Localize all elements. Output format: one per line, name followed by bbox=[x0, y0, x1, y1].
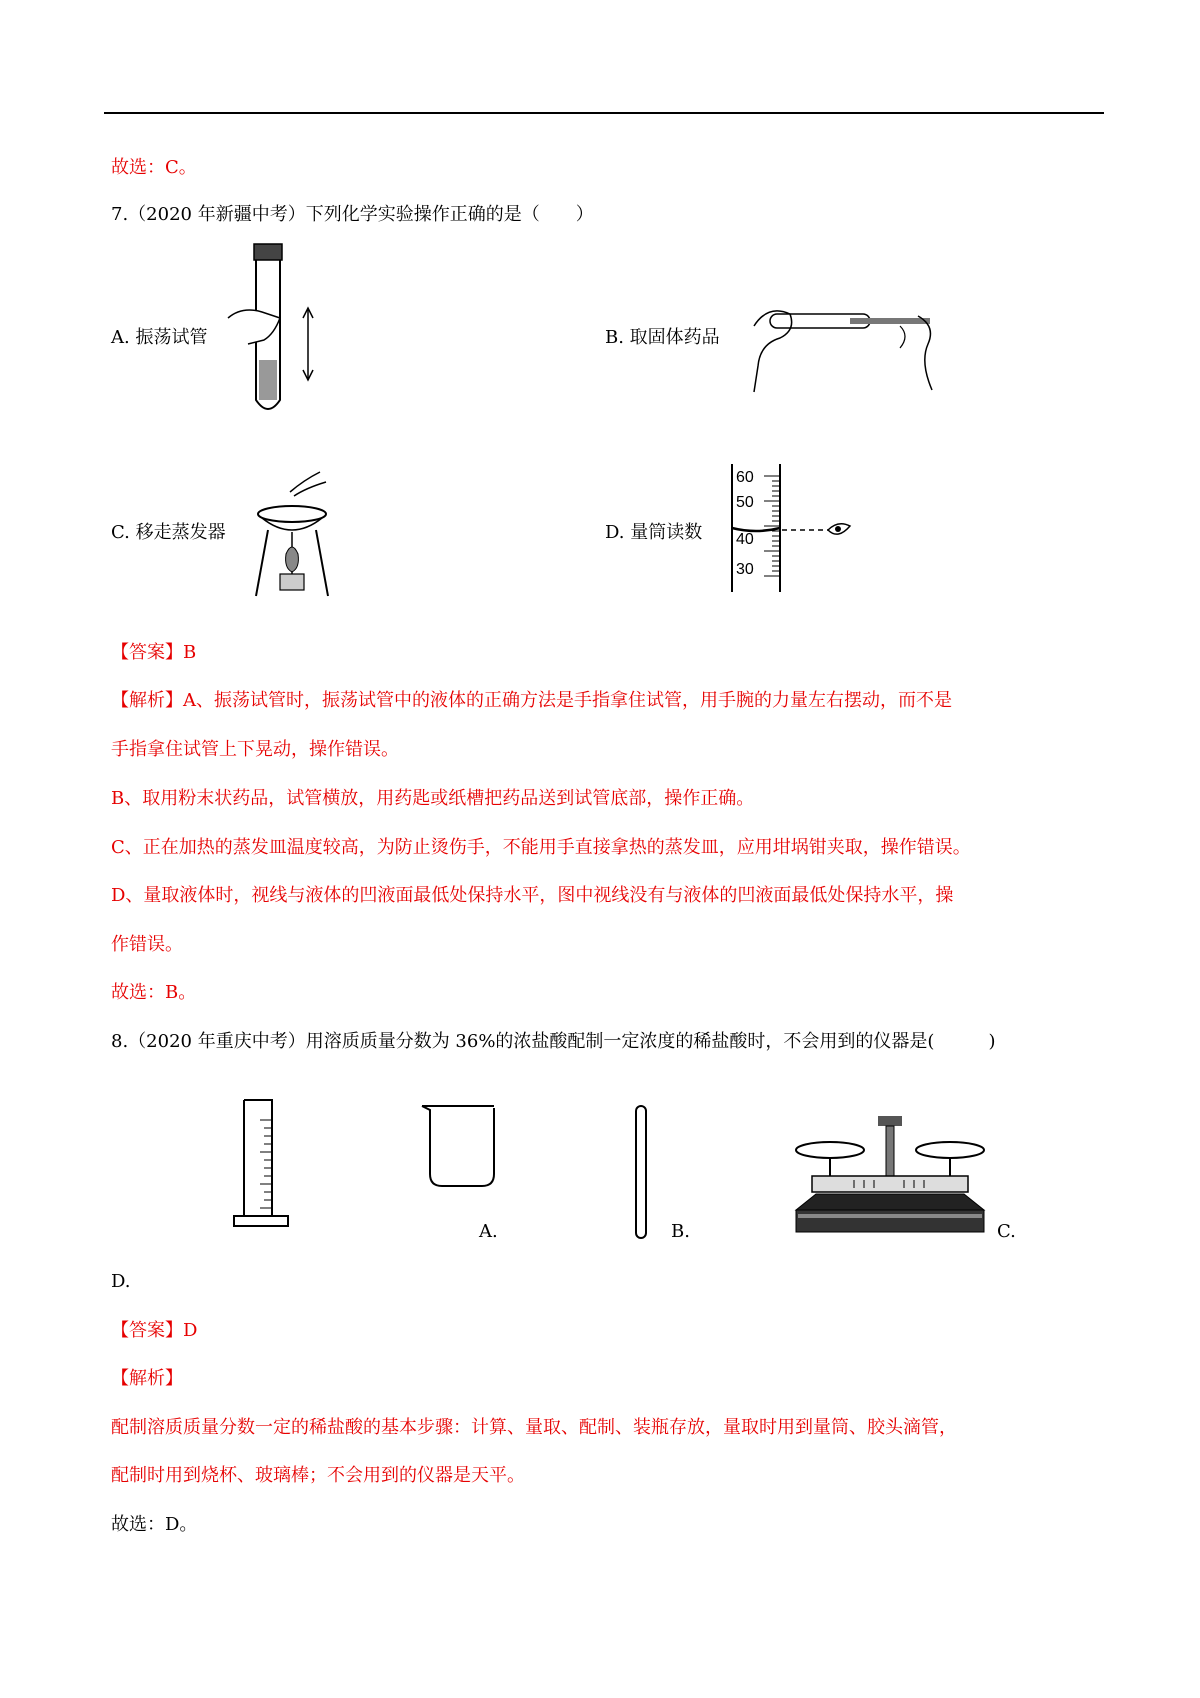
q8-analysis-line-1: 配制溶质质量分数一定的稀盐酸的基本步骤：计算、量取、配制、装瓶存放，量取时用到量筒、胶头滴管， bbox=[111, 1417, 957, 1438]
shake-test-tube-image bbox=[228, 240, 328, 425]
q7-analysis-line-2: 手指拿住试管上下晃动，操作错误。 bbox=[111, 739, 399, 760]
q7-answer: 【答案】B bbox=[111, 642, 197, 663]
move-evaporating-dish-image bbox=[254, 466, 334, 600]
take-solid-reagent-image bbox=[750, 296, 940, 392]
q8-option-c-label: C. bbox=[997, 1221, 1016, 1242]
cylinder-tick-30: 30 bbox=[736, 561, 754, 578]
cylinder-tick-40: 40 bbox=[736, 531, 754, 548]
q7-option-a-label: A. 振荡试管 bbox=[111, 327, 208, 348]
q8-answer-choice: 故选：D。 bbox=[111, 1514, 198, 1535]
q7-analysis-line-5: D、量取液体时，视线与液体的凹液面最低处保持水平，图中视线没有与液体的凹液面最低处保持水平，操 bbox=[111, 885, 954, 906]
graduated-cylinder-image bbox=[232, 1098, 290, 1228]
q8-option-d-label: D. bbox=[111, 1271, 131, 1292]
cylinder-tick-60: 60 bbox=[736, 469, 754, 486]
cylinder-reading-image bbox=[728, 464, 852, 592]
q7-option-b-label: B. 取固体药品 bbox=[605, 327, 720, 348]
q8-option-b-label: B. bbox=[671, 1221, 690, 1242]
q7-analysis-line-4: C、正在加热的蒸发皿温度较高，为防止烫伤手，不能用手直接拿热的蒸发皿，应用坩埚钳夹取，操作错误。 bbox=[111, 837, 971, 858]
q7-option-d-label: D. 量筒读数 bbox=[605, 522, 703, 543]
q7-answer-choice: 故选：B。 bbox=[111, 982, 197, 1003]
q8-analysis-heading: 【解析】 bbox=[111, 1368, 183, 1389]
prev-answer-choice: 故选：C。 bbox=[111, 157, 197, 178]
q8-stem: 8.（2020 年重庆中考）用溶质质量分数为 36%的浓盐酸配制一定浓度的稀盐酸时，不会用到的仪器是( ) bbox=[111, 1031, 996, 1052]
beaker-image bbox=[420, 1102, 504, 1188]
q7-stem: 7.（2020 年新疆中考）下列化学实验操作正确的是（ ） bbox=[111, 204, 594, 225]
q7-option-c-label: C. 移走蒸发器 bbox=[111, 522, 226, 543]
q7-analysis-line-3: B、取用粉末状药品，试管横放，用药匙或纸槽把药品送到试管底部，操作正确。 bbox=[111, 788, 755, 809]
q8-option-a-label: A. bbox=[479, 1221, 498, 1242]
balance-image bbox=[794, 1114, 986, 1236]
header-rule bbox=[104, 112, 1104, 114]
q7-analysis-line-1: 【解析】A、振荡试管时，振荡试管中的液体的正确方法是手指拿住试管，用手腕的力量左右摆动，而不是 bbox=[111, 690, 952, 711]
cylinder-tick-50: 50 bbox=[736, 494, 754, 511]
q8-answer: 【答案】D bbox=[111, 1320, 198, 1341]
q8-analysis-line-2: 配制时用到烧杯、玻璃棒；不会用到的仪器是天平。 bbox=[111, 1465, 525, 1486]
glass-rod-image bbox=[634, 1104, 648, 1240]
q7-analysis-line-6: 作错误。 bbox=[111, 934, 183, 955]
